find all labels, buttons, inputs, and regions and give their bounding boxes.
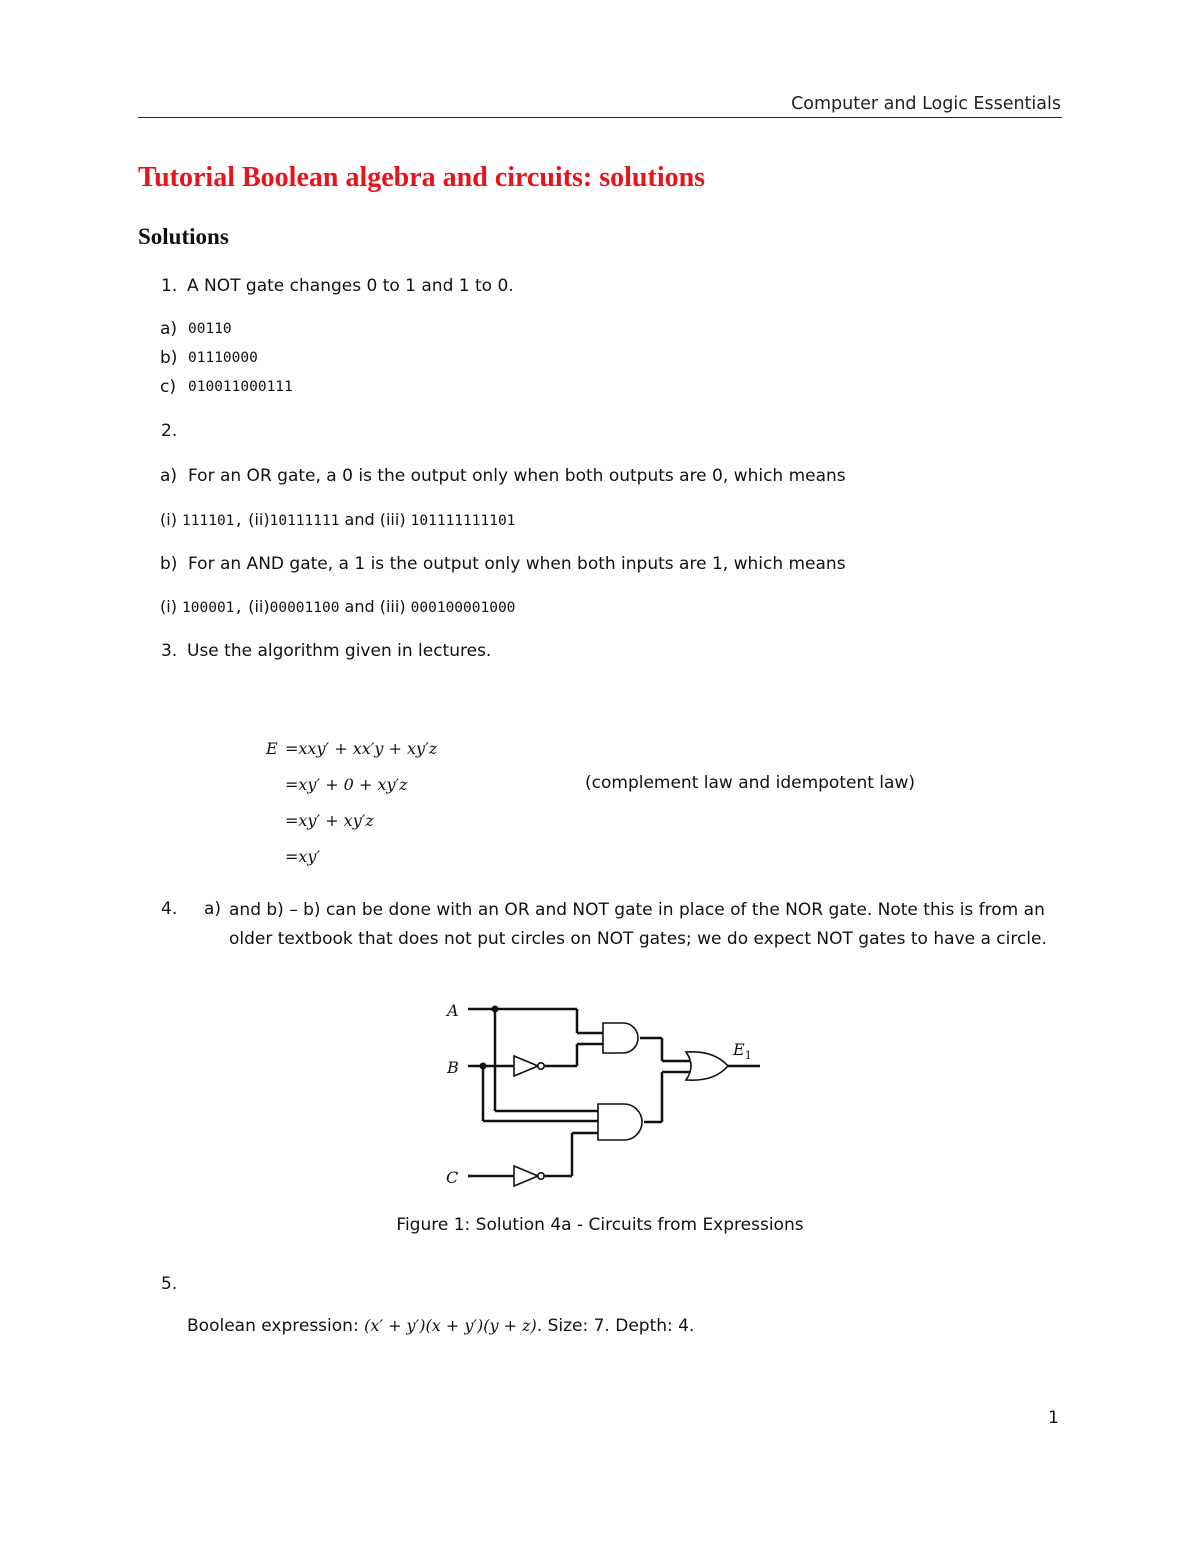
q2-number: 2.: [161, 421, 178, 441]
q1-b-value: 01110000: [188, 350, 258, 366]
figure-caption: Figure 1: Solution 4a - Circuits from Expressions: [396, 1215, 804, 1235]
q5-line: [187, 1316, 694, 1336]
label-a: A: [447, 1001, 459, 1020]
q2-b-answer-p1: (i): [160, 597, 177, 616]
not-gate-c: [514, 1166, 538, 1186]
q5-number: 5.: [161, 1274, 178, 1294]
q1-text: A NOT gate changes 0 to 1 and 1 to 0.: [187, 276, 514, 296]
q1-b-label: b): [160, 348, 178, 368]
q3-note: (complement law and idempotent law): [585, 773, 915, 793]
q1-c-label: c): [160, 377, 176, 397]
q2-b-answer-p2: (ii): [248, 597, 270, 616]
junction-a: [492, 1006, 499, 1013]
q2-b-answer-v2: 00001100: [269, 600, 340, 616]
label-output-sub: 1: [744, 1049, 752, 1062]
q2-a-label: a): [160, 466, 178, 486]
q4-number: 4.: [161, 899, 178, 919]
q1-c-value: 010011000111: [188, 379, 293, 395]
q2-a-answer-p2: (ii): [248, 510, 270, 529]
running-header: Computer and Logic Essentials: [791, 94, 1061, 114]
q2-a-answer-v3: 101111111101: [410, 513, 516, 529]
label-output-main: E: [733, 1040, 745, 1059]
and-gate-1: [603, 1023, 638, 1053]
q1-a-label: a): [160, 319, 178, 339]
and-gate-2: [598, 1104, 642, 1140]
not-gate-b: [514, 1056, 538, 1076]
label-output: [732, 1040, 752, 1062]
q2-a-answer-p1: (i): [160, 510, 177, 529]
q3-text: Use the algorithm given in lectures.: [187, 641, 492, 661]
q2-a-text: For an OR gate, a 0 is the output only when both outputs are 0, which means: [188, 466, 846, 486]
q5-expression: (x′ + y′)(x + y′)(y + z): [364, 1316, 537, 1335]
q5-suffix: . Size: 7. Depth: 4.: [536, 1316, 695, 1336]
q2-b-answer-v3: 000100001000: [410, 600, 516, 616]
q4-text: and b) – b) can be done with an OR and NOT gate in place of the NOR gate. Note this is from an older textbook that does not put circles on NOT gates; we do expect NOT gates to have a circle.: [229, 900, 1047, 949]
q3-step-2: =xy′ + 0 + xy′z: [285, 775, 408, 794]
q3-number: 3.: [161, 641, 178, 661]
q5-prefix: Boolean expression:: [187, 1316, 365, 1336]
not-bubble-c: [538, 1173, 544, 1179]
q2-b-answer-p3: and (iii): [344, 597, 406, 616]
not-bubble-b: [538, 1063, 544, 1069]
or-gate: [686, 1052, 728, 1080]
q2-b-label: b): [160, 554, 178, 574]
q3-step-3: =xy′ + xy′z: [285, 811, 374, 830]
q2-b-text: For an AND gate, a 1 is the output only when both inputs are 1, which means: [188, 554, 846, 574]
q2-a-answer-v2: 10111111: [269, 513, 340, 529]
page-number: 1: [1048, 1408, 1059, 1428]
q3-lhs: E: [266, 739, 278, 758]
q2-b-answer-v1: 100001,: [182, 600, 244, 616]
q3-step-1: =xxy′ + xx′y + xy′z: [285, 739, 438, 758]
junction-b: [480, 1063, 487, 1070]
q1-number: 1.: [161, 276, 178, 296]
label-c: C: [446, 1168, 459, 1187]
section-heading: Solutions: [138, 224, 229, 249]
q3-step-4: =xy′: [285, 847, 321, 866]
label-b: B: [447, 1058, 459, 1077]
q2-a-answer-v1: 111101,: [182, 513, 244, 529]
q4-label: a): [204, 899, 222, 919]
q1-a-value: 00110: [188, 321, 232, 337]
q2-a-answer-p3: and (iii): [344, 510, 406, 529]
document-title: Tutorial Boolean algebra and circuits: solutions: [138, 162, 706, 193]
